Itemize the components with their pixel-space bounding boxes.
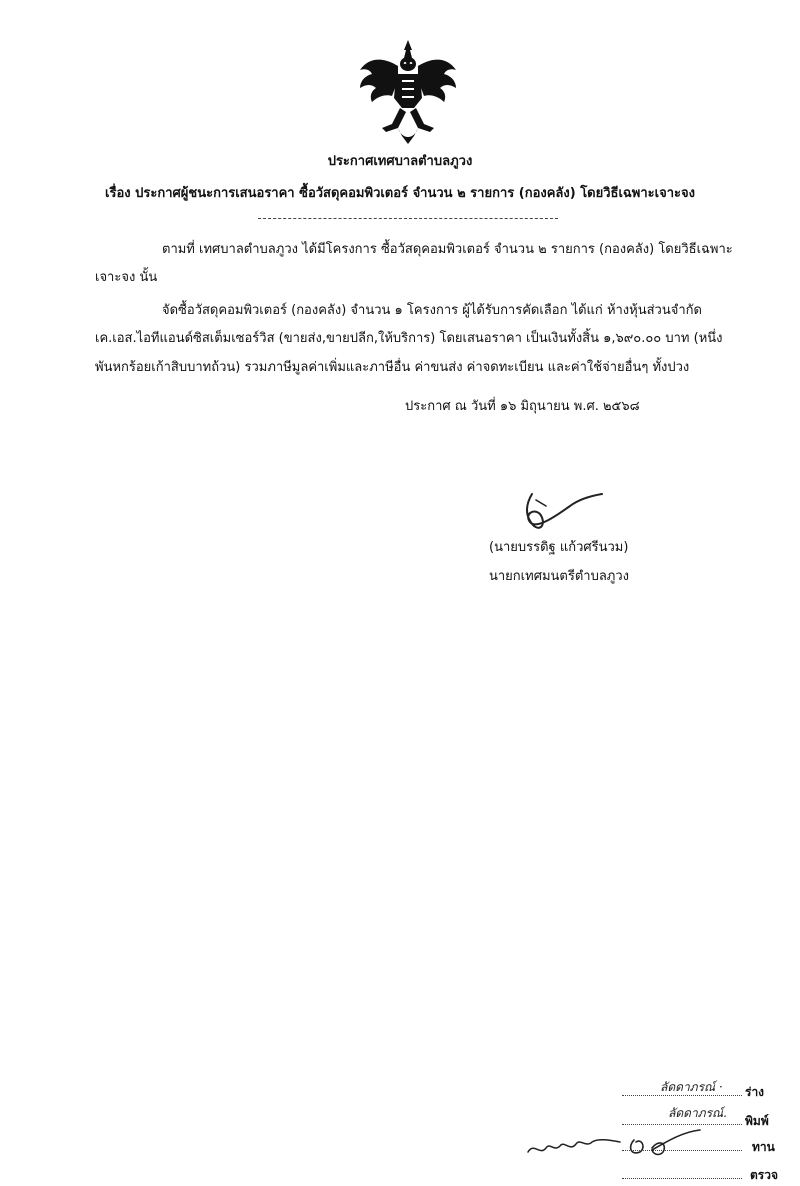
paragraph-1-line-1: ตามที่ เทศบาลตำบลภูวง ได้มีโครงการ ซื้อวัสดุคอมพิวเตอร์ จำนวน ๒ รายการ (กองคลัง) โดยวิธีเฉพาะ — [162, 242, 733, 257]
signatory-name: (นายบรรดิฐ แก้วศรีนวม) — [489, 540, 629, 555]
paragraph-2-line-1: จัดซื้อวัสดุคอมพิวเตอร์ (กองคลัง) จำนวน ๑ โครงการ ผู้ได้รับการคัดเลือก ได้แก่ ห้างหุ้นส่วนจำกัด — [162, 303, 702, 318]
signatory-position: นายกเทศมนตรีตำบลภูวง — [489, 569, 629, 584]
role-check: ตรวจ — [750, 1168, 779, 1182]
divider — [258, 218, 558, 219]
date-line: ประกาศ ณ วันที่ ๑๖ มิถุนายน พ.ศ. ๒๕๖๘ — [405, 399, 640, 414]
reviewer-initials-icon — [524, 1112, 724, 1172]
paragraph-2-line-2: เค.เอส.ไอทีแอนด์ซิสเต็มเซอร์วิส (ขายส่ง,ขายปลีก,ให้บริการ) โดยเสนอราคา เป็นเงินทั้งสิ้น ๑,๖๙๐.๐๐ บาท (หนึ่ง — [95, 331, 723, 346]
subject-line: เรื่อง ประกาศผู้ชนะการเสนอราคา ซื้อวัสดุคอมพิวเตอร์ จำนวน ๒ รายการ (กองคลัง) โดยวิธีเฉพาะเจาะจง — [105, 186, 695, 201]
typed-initials: ลัดดาภรณ์. — [668, 1106, 727, 1120]
role-proofread: ทาน — [752, 1140, 775, 1154]
role-typed: พิมพ์ — [745, 1114, 769, 1128]
draft-initials: ลัดดาภรณ์ · — [660, 1080, 723, 1094]
signature-icon — [512, 486, 604, 536]
paragraph-1-line-2: เจาะจง นั้น — [95, 270, 158, 285]
garuda-emblem-icon — [352, 36, 464, 148]
check-dotted-line — [622, 1178, 742, 1179]
role-draft: ร่าง — [745, 1085, 765, 1099]
org-title: ประกาศเทศบาลตำบลภูวง — [327, 154, 473, 169]
paragraph-2-line-3: พันหกร้อยเก้าสิบบาทถ้วน) รวมภาษีมูลค่าเพิ่มและภาษีอื่น ค่าขนส่ง ค่าจดทะเบียน และค่าใช้จ่ายอื่นๆ ทั้งปวง — [95, 360, 690, 375]
